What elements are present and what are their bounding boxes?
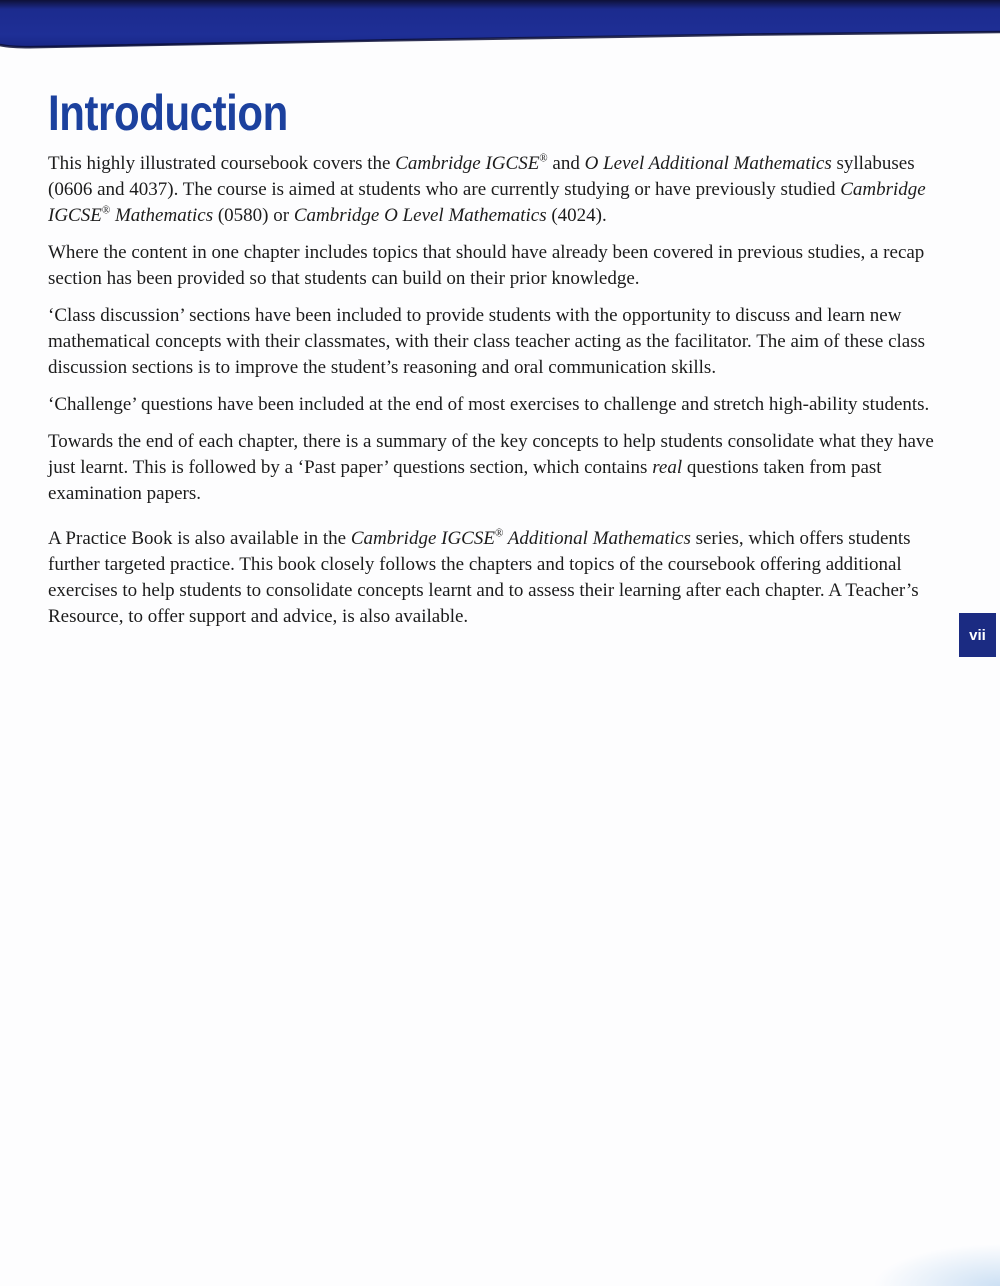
body-paragraphs: [48, 151, 936, 630]
header-band: [0, 0, 1000, 58]
paragraph: This highly illustrated coursebook covers the Cambridge IGCSE® and O Level Additional Mathematics syllabuses (0606 and 4037). The course is aimed at students who are currently studying or have previously studied Cambridge IGCSE® Mathematics (0580) or Cambridge O Level Mathematics (4024).: [48, 152, 926, 226]
page-content: [48, 52, 936, 641]
band-shape: [0, 0, 1000, 47]
paragraph: Towards the end of each chapter, there is a summary of the key concepts to help students consolidate what they have just learnt. This is followed by a ‘Past paper’ questions section, which contains real questions taken from past examination papers.: [48, 431, 934, 504]
page-number: vii: [969, 626, 986, 644]
paragraph: A Practice Book is also available in the Cambridge IGCSE® Additional Mathematics series, which offers students further targeted practice. This book closely follows the chapters and topics of the coursebook offering additional exercises to help students to consolidate concepts learnt and to assess their learning after each chapter. A Teacher’s Resource, to offer support and advice, is also available.: [48, 527, 919, 627]
paragraph: ‘Class discussion’ sections have been included to provide students with the opportunity to discuss and learn new mathematical concepts with their classmates, with their class teacher acting as the facilitator. The aim of these class discussion sections is to improve the student’s reasoning and oral communication skills.: [48, 305, 926, 378]
scan-smudge: [850, 1240, 1000, 1286]
page-number-tab: [959, 613, 996, 657]
paragraph: Where the content in one chapter includes topics that should have already been covered in previous studies, a recap section has been provided so that students can build on their prior knowledge.: [48, 242, 925, 289]
paragraph: ‘Challenge’ questions have been included at the end of most exercises to challenge and stretch high-ability students.: [48, 394, 930, 415]
page-title: Introduction: [48, 85, 288, 141]
